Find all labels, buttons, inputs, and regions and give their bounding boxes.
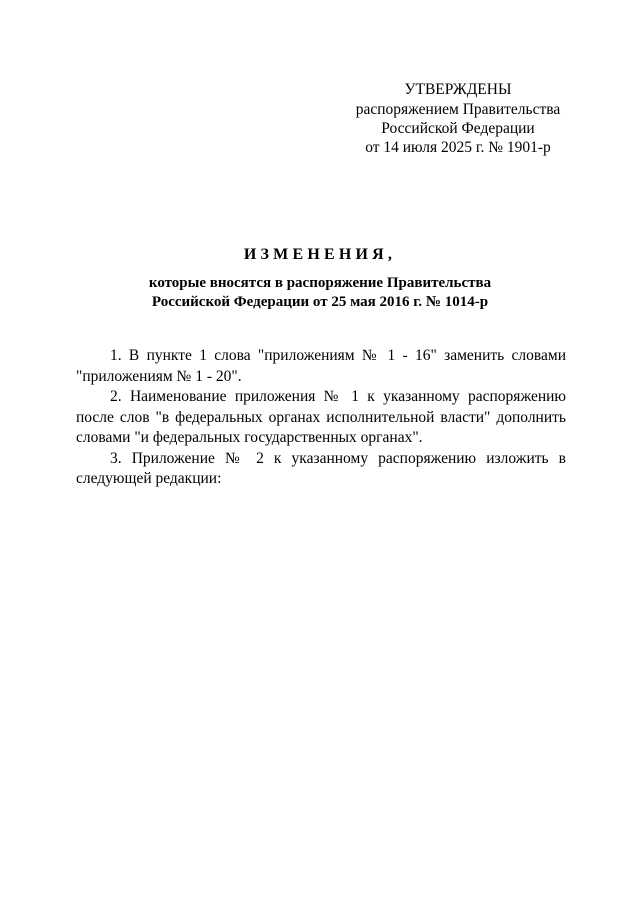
approval-stamp: [340, 80, 576, 157]
approval-line-1: распоряжением Правительства: [355, 101, 561, 118]
approval-line-3: от 14 июля 2025 г. № 1901-р: [365, 139, 551, 156]
approval-heading: УТВЕРЖДЕНЫ: [404, 81, 512, 98]
document-title: ИЗМЕНЕНИЯ,: [243, 246, 397, 263]
document-subtitle: [60, 274, 580, 312]
paragraph-2: 2. Наименование приложения № 1 к указанному распоряжению после слов "в федеральных органах исполнительной власти" дополнить словами "и федеральных государственных органах".: [76, 388, 566, 446]
paragraph-3: 3. Приложение № 2 к указанному распоряжению изложить в следующей редакции:: [76, 449, 566, 487]
document-title-block: [60, 245, 580, 312]
paragraph-1: 1. В пункте 1 слова "приложениям № 1 - 16" заменить словами "приложениям № 1 - 20".: [76, 347, 566, 385]
document-subtitle-line-2: Российской Федерации от 25 мая 2016 г. № 1014-р: [151, 294, 489, 310]
document-subtitle-line-1: которые вносятся в распоряжение Правительства: [148, 275, 492, 291]
document-body: [76, 346, 566, 490]
approval-line-2: Российской Федерации: [381, 120, 535, 137]
